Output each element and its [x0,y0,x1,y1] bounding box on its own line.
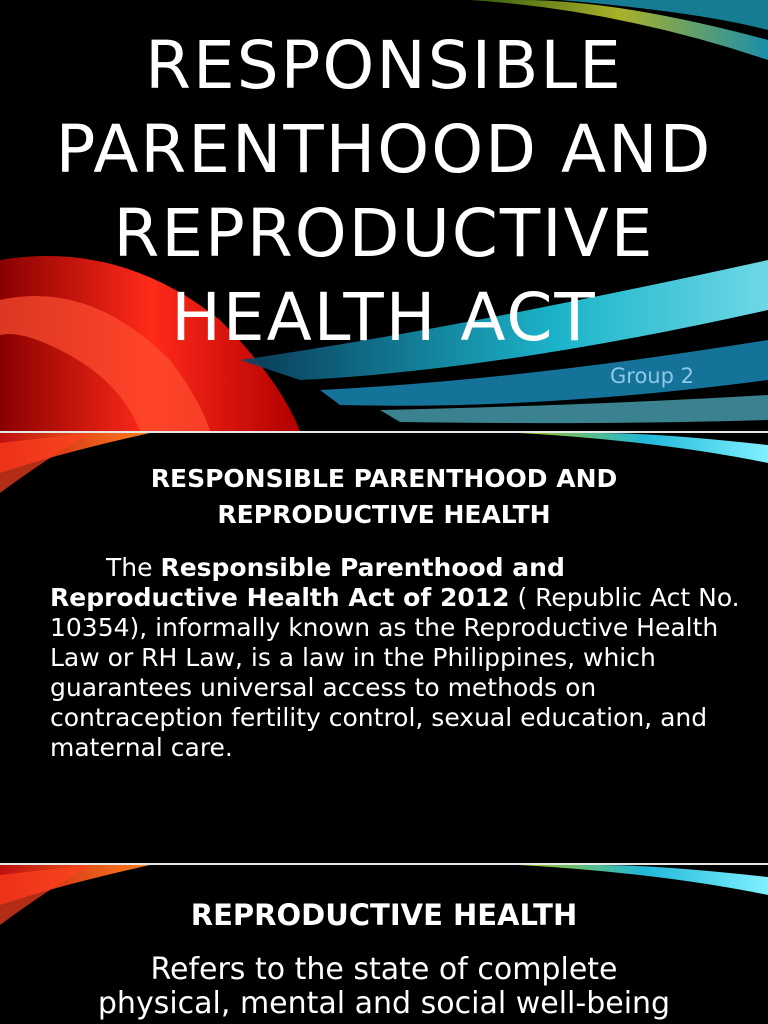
heading-line: REPRODUCTIVE HEALTH [217,500,551,529]
act-name: Responsible Parenthood and Reproductive Health Act of 2012 [50,553,565,612]
title-line: HEALTH ACT [171,279,597,356]
body-line: Refers to the state of complete [150,952,618,987]
presentation-title [0,24,768,360]
heading-line: RESPONSIBLE PARENTHOOD AND [150,464,618,493]
paragraph-lead: The [106,553,161,582]
title-line: RESPONSIBLE [145,27,623,104]
reproductive-health-slide [0,865,768,1024]
body-line: physical, mental and social well-being [97,986,671,1021]
slide-body [0,953,768,1021]
slide-heading: REPRODUCTIVE HEALTH [190,898,578,932]
slide-heading [0,461,768,533]
title-slide [0,0,768,431]
paragraph-rest: ( Republic Act No. 10354), informally known as the Reproductive Health Law or RH Law, is a law in the Philippines, which guarantees universal access to methods on contraception fertility control, sexual education, and maternal care. [50,583,740,762]
definition-paragraph [50,553,740,763]
title-line: PARENTHOOD AND [55,111,713,188]
title-line: REPRODUCTIVE [113,195,655,272]
definition-slide [0,433,768,863]
presentation-subtitle: Group 2 [610,364,694,388]
